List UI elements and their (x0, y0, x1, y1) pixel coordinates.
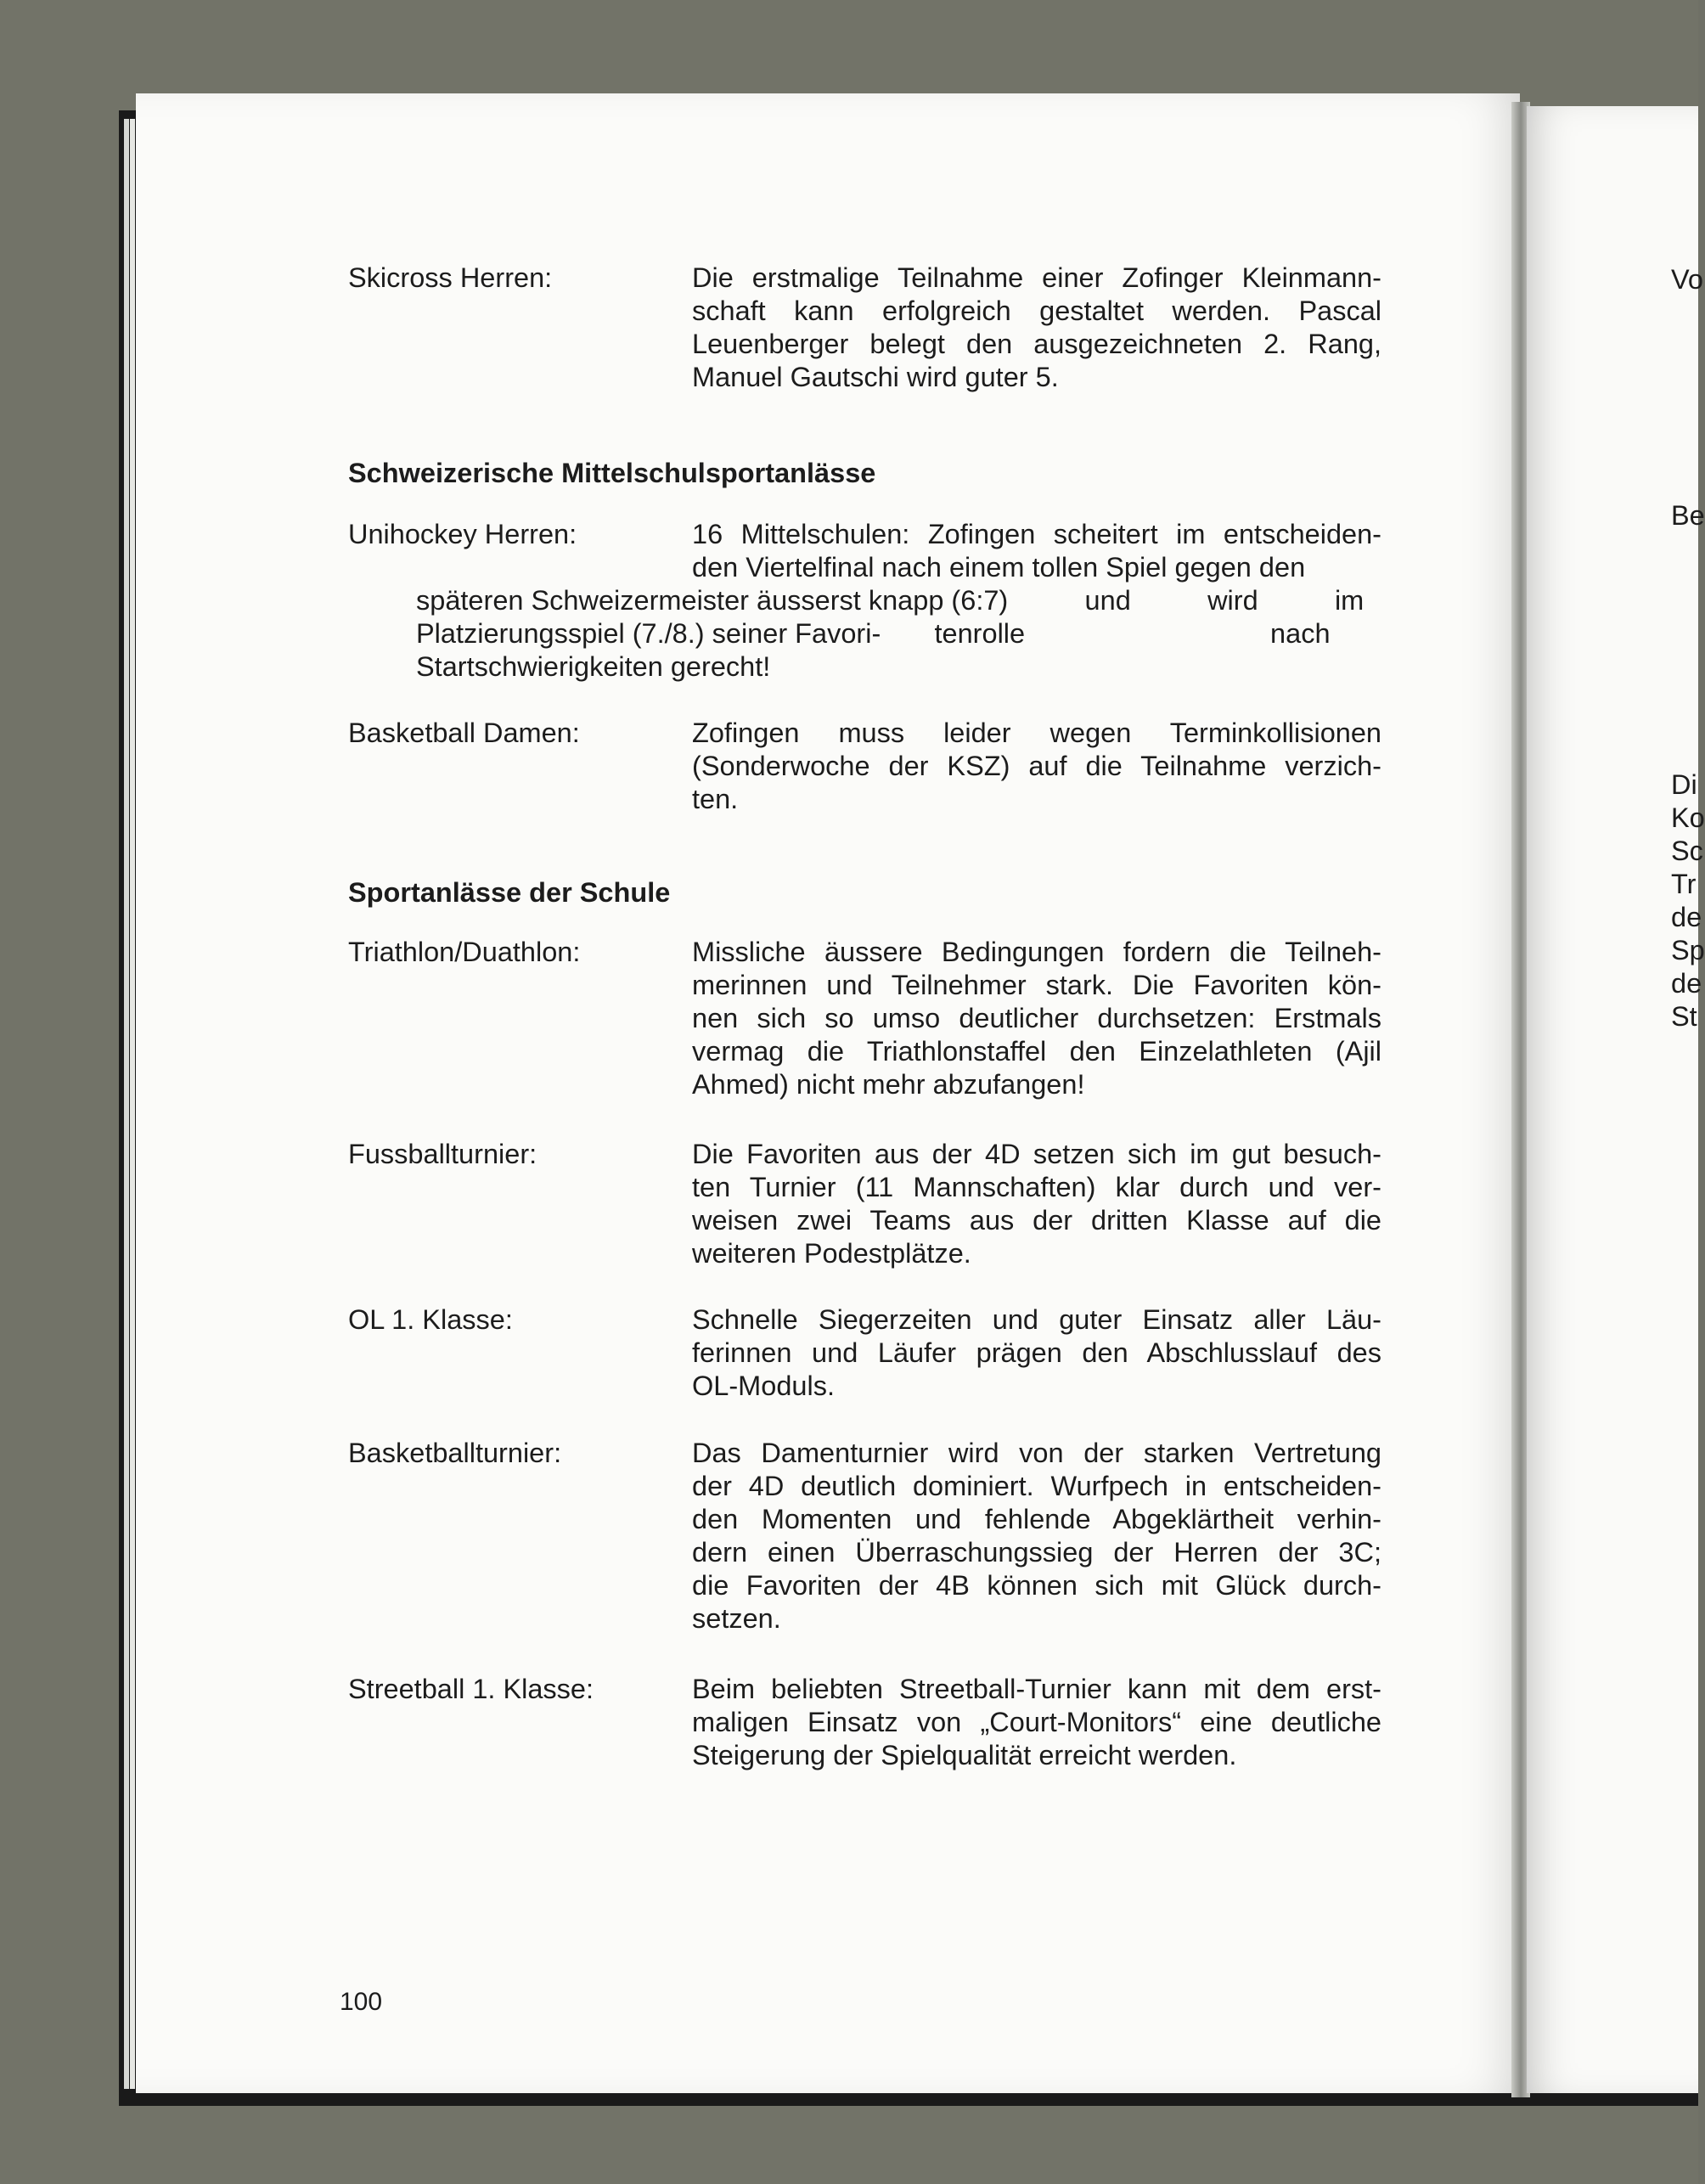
right-page-fragment: de (1671, 902, 1702, 932)
text-line: vermag die Triathlonstaffel den Einzelathleten (Ajil (692, 1036, 1381, 1067)
text-line: der 4D deutlich dominiert. Wurfpech in entscheiden- (692, 1471, 1381, 1501)
text-line: späteren Schweizermeister äusserst knapp (6:7) und wird im (416, 585, 1365, 616)
entry-label-basketball-damen: Basketball Damen: (348, 718, 580, 748)
entry-text-basketballturnier (692, 1437, 1381, 1635)
text-line: merinnen und Teilnehmer stark. Die Favoriten kön- (692, 970, 1381, 1000)
entry-label-ol: OL 1. Klasse: (348, 1304, 513, 1335)
entry-label-fussball: Fussballturnier: (348, 1139, 537, 1169)
right-page-fragment: Sc (1671, 836, 1703, 866)
page-number: 100 (340, 1988, 383, 2016)
text-line: Platzierungsspiel (7./8.) seiner Favori- tenrolle nach (416, 618, 1331, 649)
entry-label-unihockey: Unihockey Herren: (348, 519, 577, 549)
text-line: Die Favoriten aus der 4D setzen sich im gut besuch- (692, 1139, 1381, 1169)
text-line: Beim beliebten Streetball-Turnier kann mit dem erst- (692, 1674, 1381, 1704)
text-line: Schnelle Siegerzeiten und guter Einsatz aller Läu- (692, 1304, 1381, 1335)
right-page-fragment: St (1671, 1001, 1697, 1032)
text-line: Das Damenturnier wird von der starken Vertretung (692, 1438, 1381, 1468)
entry-text-unihockey-continued (416, 584, 1381, 684)
entry-text-skicross (692, 262, 1381, 394)
entry-label-basketballturnier: Basketballturnier: (348, 1438, 562, 1468)
right-page-fragment: Tr (1671, 869, 1697, 899)
entry-text-streetball (692, 1673, 1381, 1772)
right-page-fragment: Di (1671, 769, 1697, 800)
entry-label-triathlon: Triathlon/Duathlon: (348, 937, 581, 967)
right-page-fragment: Vo (1671, 264, 1703, 295)
section-heading: Schweizerische Mittelschulsportanlässe (348, 458, 876, 488)
text-line: weiteren Podestplätze. (692, 1238, 971, 1269)
text-line: Zofingen muss leider wegen Terminkollisionen (692, 718, 1381, 748)
text-line: ferinnen und Läufer prägen den Abschlusslauf des (692, 1337, 1381, 1368)
text-line: Manuel Gautschi wird guter 5. (692, 362, 1059, 392)
entry-text-basketball-damen (692, 717, 1381, 816)
entry-text-unihockey (692, 518, 1381, 584)
right-page-fragment: Sp (1671, 935, 1705, 965)
text-line: schaft kann erfolgreich gestaltet werden. Pascal (692, 296, 1381, 326)
text-line: Steigerung der Spielqualität erreicht werden. (692, 1740, 1237, 1770)
text-line: weisen zwei Teams aus der dritten Klasse auf die (692, 1205, 1381, 1236)
text-line: nen sich so umso deutlicher durchsetzen: Erstmals (692, 1003, 1381, 1033)
entry-text-ol (692, 1303, 1381, 1403)
section-heading: Sportanlässe der Schule (348, 877, 671, 908)
text-line: ten Turnier (11 Mannschaften) klar durch und ver- (692, 1172, 1381, 1202)
text-line: Die erstmalige Teilnahme einer Zofinger Kleinmann- (692, 262, 1381, 293)
text-line: maligen Einsatz von „Court-Monitors“ eine deutliche (692, 1707, 1381, 1737)
text-line: Leuenberger belegt den ausgezeichneten 2. Rang, (692, 329, 1381, 359)
entry-text-triathlon (692, 936, 1381, 1101)
text-line: (Sonderwoche der KSZ) auf die Teilnahme verzich- (692, 751, 1381, 781)
text-line: dern einen Überraschungssieg der Herren der 3C; (692, 1537, 1381, 1568)
right-page-fragment: Be (1671, 500, 1705, 531)
text-line: setzen. (692, 1603, 781, 1634)
right-page-fragment: Ko (1671, 802, 1705, 833)
entry-label-streetball: Streetball 1. Klasse: (348, 1674, 594, 1704)
text-line: die Favoriten der 4B können sich mit Glück durch- (692, 1570, 1381, 1601)
text-line: den Momenten und fehlende Abgeklärtheit verhin- (692, 1504, 1381, 1534)
text-line: ten. (692, 784, 739, 814)
text-line: Startschwierigkeiten gerecht! (416, 651, 771, 682)
text-line: den Viertelfinal nach einem tollen Spiel gegen den (692, 552, 1306, 583)
right-page-fragment: de (1671, 968, 1702, 999)
text-line: OL-Moduls. (692, 1371, 835, 1401)
text-line: Ahmed) nicht mehr abzufangen! (692, 1069, 1085, 1100)
text-line: Missliche äussere Bedingungen fordern die Teilneh- (692, 937, 1381, 967)
entry-text-fussball (692, 1138, 1381, 1270)
entry-label-skicross: Skicross Herren: (348, 262, 553, 293)
text-line: 16 Mittelschulen: Zofingen scheitert im entscheiden- (692, 519, 1381, 549)
